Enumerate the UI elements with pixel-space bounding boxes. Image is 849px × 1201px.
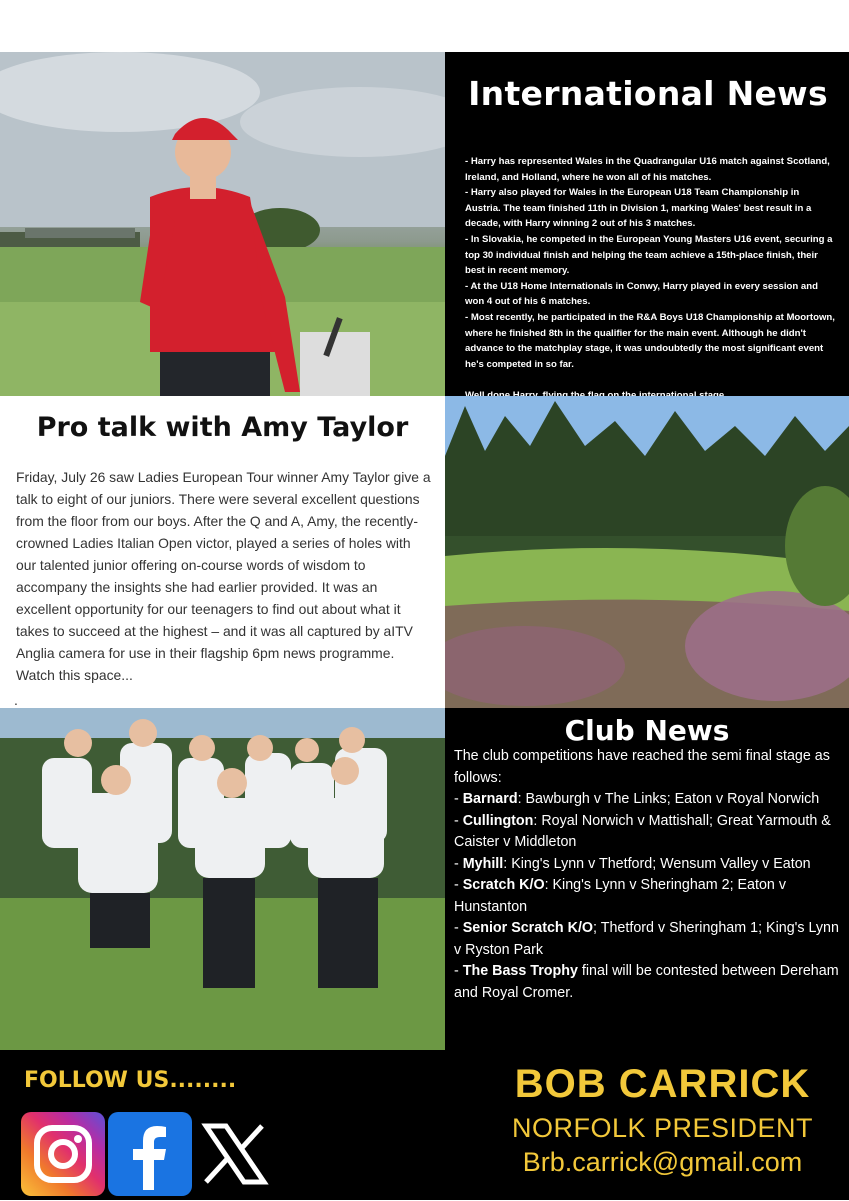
list-item — [454, 875, 846, 918]
international-news-body — [465, 154, 835, 404]
international-news-panel — [445, 52, 849, 396]
list-item: - Harry also played for Wales in the European U18 Team Championship in Austria. The team finished 11th in Division 1, marking Wales' best result in a decade, with Harry winning 2 out of his 3 matches. — [465, 187, 812, 230]
list-item — [454, 811, 846, 854]
fixture-text: final will be contested between Dereham and Royal Cromer. — [454, 963, 839, 1001]
x-icon[interactable] — [192, 1112, 276, 1196]
heathland-photo — [445, 396, 849, 708]
competition-name: Cullington — [462, 812, 534, 829]
pro-talk-body: Friday, July 26 saw Ladies European Tour winner Amy Taylor give a talk to eight of our juniors. There were several excellent questions from the floor from our boys. After the Q and A, Amy, the recently-crowned Ladies Italian Open victor, played a series of holes with our talented junior offering on-course words of wisdom to accompany the insights she had earlier provided. It was an excellent opportunity for our teenagers to find out about what it takes to succeed at the highest – and it was all captured by aITV Anglia camera for use in their flagship 6pm news programme. Watch this space... — [16, 469, 431, 683]
competition-name: Scratch K/O — [462, 877, 545, 893]
competition-name: Myhill — [462, 855, 504, 872]
list-item: - Most recently, he participated in the R&A Boys U18 Championship at Moortown, where he finished 8th in the qualifier for the main event. Although he didn't advance to the matchplay stage, it was undoubtedly the most significant event he's competed in so far. — [465, 311, 835, 370]
follow-us-heading: FOLLOW US........ — [24, 1068, 237, 1093]
item-prefix: - — [454, 855, 463, 872]
fixture-text: ; Thetford v Sheringham 1; King's Lynn v Ryston Park — [454, 920, 839, 958]
competition-name: Senior Scratch K/O — [462, 920, 594, 936]
president-role: NORFOLK PRESIDENT — [511, 1113, 814, 1143]
item-prefix: - — [454, 920, 463, 936]
golfer-illustration — [0, 52, 445, 396]
club-news-title: Club News — [564, 714, 730, 747]
president-name: BOB CARRICK — [514, 1062, 811, 1106]
list-item: - In Slovakia, he competed in the European Young Masters U16 event, securing a top 30 individual finish and helping the team achieve a 15th-place finish, their best in recent memory. — [465, 233, 833, 277]
competition-name: Barnard — [462, 791, 518, 807]
fixture-text: : Bawburgh v The Links; Eaton v Royal Norwich — [517, 791, 820, 807]
footer — [0, 1050, 849, 1200]
pro-talk-title: Pro talk with Amy Taylor — [36, 412, 409, 443]
trailing-mark: . — [14, 692, 18, 708]
golfer-photo — [0, 52, 445, 396]
junior-team-photo — [0, 708, 445, 1050]
facebook-icon[interactable] — [108, 1112, 192, 1196]
fixture-text: : Royal Norwich v Mattishall; Great Yarmouth & Caister v Middleton — [454, 812, 831, 850]
president-email-link[interactable]: Brb.carrick@gmail.com — [522, 1147, 803, 1177]
international-news-title: International News — [468, 74, 828, 113]
item-prefix: - — [454, 791, 463, 807]
list-item — [454, 854, 846, 876]
team-illustration — [0, 708, 445, 1050]
list-item: - Harry has represented Wales in the Quadrangular U16 match against Scotland, Ireland, and Holland, where he won all of his matches. — [465, 156, 830, 183]
list-item — [454, 961, 846, 1004]
competition-name: The Bass Trophy — [462, 963, 578, 979]
item-prefix: - — [454, 812, 463, 829]
list-item — [454, 918, 846, 961]
club-news-body — [454, 746, 846, 1004]
fixture-text: : King's Lynn v Thetford; Wensum Valley v Eaton — [503, 855, 811, 872]
instagram-icon[interactable] — [21, 1112, 105, 1196]
list-item — [454, 789, 846, 811]
item-prefix: - — [454, 963, 463, 979]
club-news-intro: The club competitions have reached the semi final stage as follows: — [454, 748, 830, 786]
fixture-text: : King's Lynn v Sheringham 2; Eaton v Hunstanton — [454, 877, 786, 915]
pro-talk-panel — [0, 396, 445, 708]
club-news-panel — [445, 708, 849, 1050]
item-prefix: - — [454, 877, 463, 893]
heathland-illustration — [445, 396, 849, 708]
list-item: - At the U18 Home Internationals in Conwy, Harry played in every session and won 4 out of his 6 matches. — [465, 280, 818, 308]
